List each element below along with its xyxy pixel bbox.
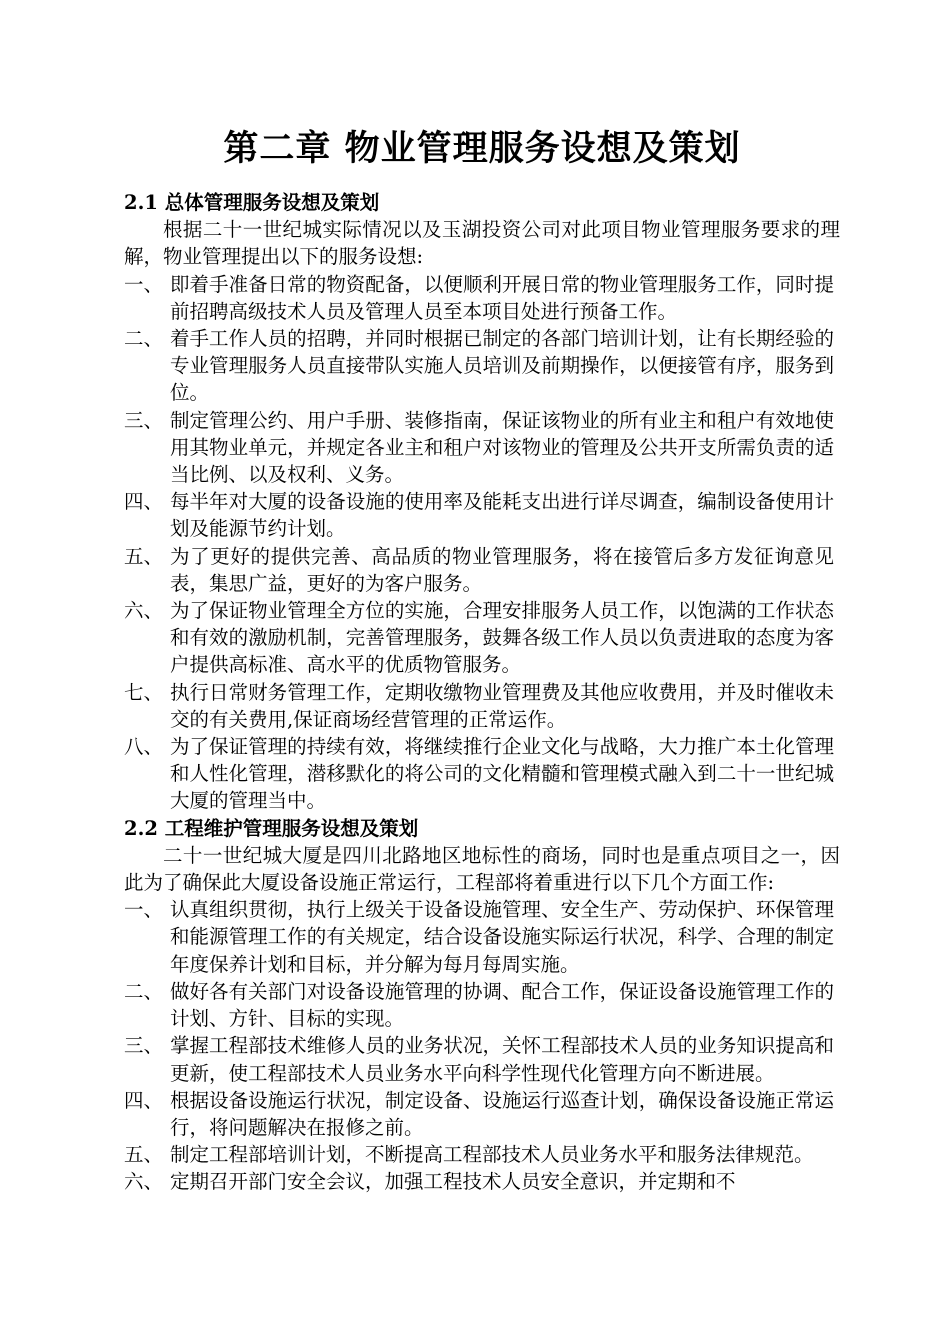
section-intro-paragraph: 根据二十一世纪城实际情况以及玉湖投资公司对此项目物业管理服务要求的理解，物业管理提出以下的服务设想: [124,218,840,269]
list-item-text: 做好各有关部门对设备设施管理的协调、配合工作，保证设备设施管理工作的计划、方针、目标的实现。 [170,979,834,1031]
list-item-text: 定期召开部门安全会议，加强工程技术人员安全意识，并定期和不 [170,1170,736,1194]
list-marker: 四、 [124,490,164,514]
list-marker: 八、 [124,735,164,759]
list-item [124,978,840,1032]
list-marker: 二、 [124,979,164,1003]
chapter-title: 第二章 物业管理服务设想及策划 [223,128,741,169]
list-item [124,733,840,815]
list-marker: 五、 [124,1143,164,1167]
list-item [124,896,840,978]
document-body [124,189,840,1196]
section-intro-paragraph: 二十一世纪城大厦是四川北路地区地标性的商场，同时也是重点项目之一，因此为了确保此大厦设备设施正常运行，工程部将着重进行以下几个方面工作: [124,843,840,895]
list-marker: 六、 [124,599,164,623]
list-item [124,1087,840,1141]
list-item-text: 掌握工程部技术维修人员的业务状况，关怀工程部技术人员的业务知识提高和更新，使工程部技术人员业务水平向科学性现代化管理方向不断进展。 [170,1034,834,1085]
list-item [124,597,840,679]
list-item [124,407,840,489]
list-item-text: 执行日常财务管理工作，定期收缴物业管理费及其他应收费用，并及时催收未交的有关费用,保证商场经营管理的正常运作。 [170,680,834,731]
list-item-text: 制定管理公约、用户手册、装修指南，保证该物业的所有业主和租户有效地使用其物业单元，并规定各业主和租户对该物业的管理及公共开支所需负责的适当比例、以及权利、义务。 [170,408,834,487]
list-item [124,325,840,407]
list-item-text: 每半年对大厦的设备设施的使用率及能耗支出进行详尽调查，编制设备使用计划及能源节约计划。 [170,490,834,541]
list-item [124,1168,840,1195]
list-item-text: 即着手准备日常的物资配备，以便顺利开展日常的物业管理服务工作，同时提前招聘高级技术人员及管理人员至本项目处进行预备工作。 [170,272,834,323]
list-marker: 六、 [124,1170,164,1194]
section-heading-2-1: 2.1 总体管理服务设想及策划 [124,191,380,214]
list-marker: 七、 [124,680,164,704]
list-marker: 三、 [124,408,164,432]
list-marker: 一、 [124,272,164,296]
list-marker: 三、 [124,1034,164,1058]
list-item [124,271,840,325]
list-item-text: 为了保证管理的持续有效，将继续推行企业文化与战略，大力推广本土化管理和人性化管理，潜移默化的将公司的文化精髓和管理模式融入到二十一世纪城大厦的管理当中。 [170,735,834,813]
section-heading-2-2: 2.2 工程维护管理服务设想及策划 [124,816,419,840]
list-item [124,543,840,597]
list-item-text: 制定工程部培训计划，不断提高工程部技术人员业务水平和服务法律规范。 [170,1143,814,1167]
list-item-text: 着手工作人员的招聘，并同时根据已制定的各部门培训计划，让有长期经验的专业管理服务人员直接带队实施人员培训及前期操作，以便接管有序，服务到位。 [170,327,834,405]
list-item [124,1032,840,1086]
list-item [124,488,840,542]
list-item-text: 为了保证物业管理全方位的实施，合理安排服务人员工作，以饱满的工作状态和有效的激励机制，完善管理服务，鼓舞各级工作人员以负责进取的态度为客户提供高标准、高水平的优质物管服务。 [170,599,834,677]
list-item-text: 根据设备设施运行状况，制定设备、设施运行巡查计划，确保设备设施正常运行，将问题解决在报修之前。 [170,1088,834,1139]
list-marker: 四、 [124,1088,164,1112]
list-marker: 一、 [124,898,164,922]
list-item-text: 认真组织贯彻，执行上级关于设备设施管理、安全生产、劳动保护、环保管理和能源管理工作的有关规定，结合设备设施实际运行状况，科学、合理的制定年度保养计划和目标，并分解为每月每周实施。 [170,898,834,976]
list-item [124,1141,840,1168]
list-item [124,679,840,733]
list-item-text: 为了更好的提供完善、高品质的物业管理服务，将在接管后多方发征询意见表，集思广益，更好的为客户服务。 [170,544,834,595]
list-marker: 五、 [124,544,164,568]
list-marker: 二、 [124,327,164,351]
